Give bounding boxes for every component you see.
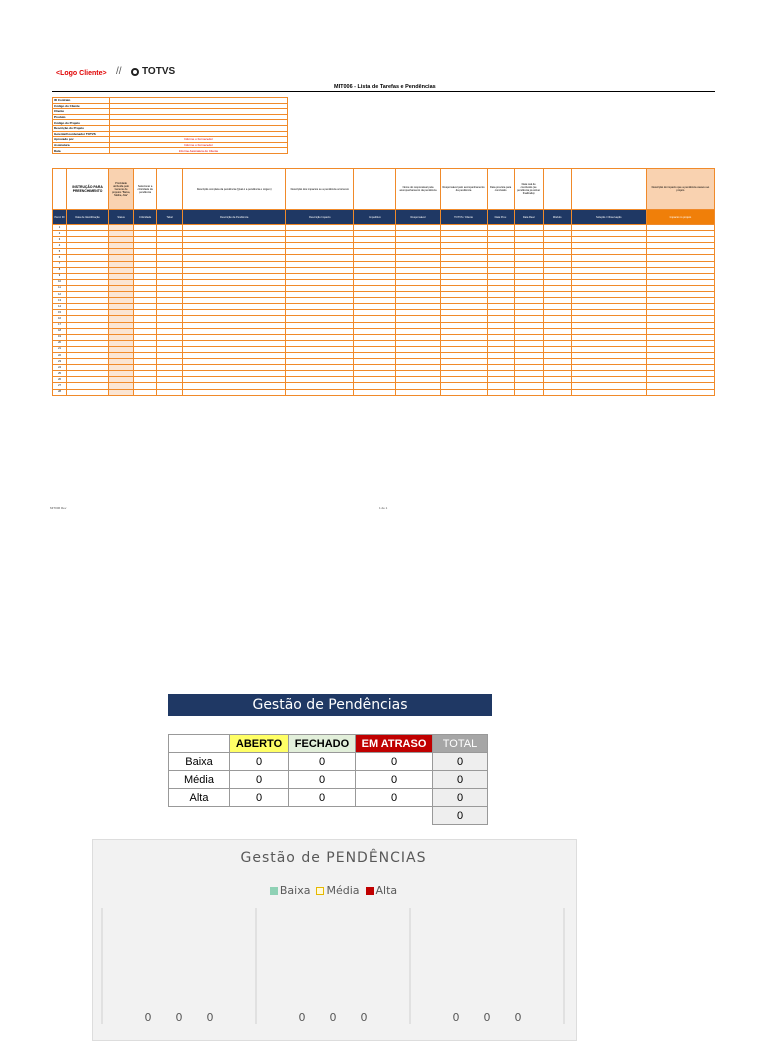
summary-blank: [169, 807, 230, 825]
footer-left: MIT006 Rev: [50, 506, 67, 510]
column-header: Impeditivo: [354, 210, 396, 225]
summary-column-header: ABERTO: [230, 735, 289, 753]
row-id: 19: [53, 334, 67, 340]
chart-data-label: 0: [298, 1011, 306, 1024]
summary-table: [168, 734, 488, 825]
row-id: 4: [53, 243, 67, 249]
chart-title: Gestão de PENDÊNCIAS: [240, 850, 427, 866]
summary-cell: 0: [433, 771, 488, 789]
chart-plot: [92, 900, 575, 1024]
summary-blank: [230, 807, 289, 825]
instruction-cell: Descrição dos impactos se a pendência ocorrerem: [286, 169, 354, 210]
header-row: [53, 210, 715, 225]
instruction-cell: Data prevista para conclusão: [487, 169, 514, 210]
instruction-cell: Data real de conclusão (se pendência já estiver finalizada): [514, 169, 543, 210]
info-label: Cliente: [53, 109, 110, 115]
column-header: Data Real: [514, 210, 543, 225]
column-header: Descrição da Pendência: [183, 210, 286, 225]
row-id: 12: [53, 292, 67, 298]
chart-data-label: 0: [206, 1011, 214, 1024]
instruction-cell: Responsável pelo acompanhamento da pendência: [440, 169, 487, 210]
row-id: 5: [53, 249, 67, 255]
summary-title: Gestão de Pendências: [168, 694, 492, 716]
chart-legend: [92, 884, 575, 897]
chart-data-label: 0: [360, 1011, 368, 1024]
column-header: Data Prev.: [487, 210, 514, 225]
info-value[interactable]: Informe o Fornecedor: [110, 142, 288, 148]
instruction-cell: Prioridade atribuída pelo Gerente de projetos "Baixa, Média, Alta": [109, 169, 134, 210]
summary-blank: [289, 807, 356, 825]
row-id: 20: [53, 340, 67, 346]
column-header: Status: [109, 210, 134, 225]
totvs-logo: [131, 66, 175, 77]
summary-cell: 0: [230, 753, 289, 771]
table-cell[interactable]: [396, 389, 440, 395]
instruction-cell: [543, 169, 571, 210]
summary-row-label: Média: [169, 771, 230, 789]
info-label: Gerente/Coordenador TOTVS: [53, 131, 110, 137]
summary-column-header: TOTAL: [433, 735, 488, 753]
row-id: 17: [53, 322, 67, 328]
summary-cell: 0: [230, 771, 289, 789]
legend-item: [316, 884, 359, 897]
summary-total-row: [169, 807, 488, 825]
summary-cell: 0: [289, 771, 356, 789]
instruction-row: [53, 169, 715, 210]
row-id: 26: [53, 377, 67, 383]
row-id: 7: [53, 261, 67, 267]
totvs-mark-icon: //: [116, 66, 122, 77]
chart-data-label: 0: [452, 1011, 460, 1024]
info-value[interactable]: Informe o Fornecedor: [110, 137, 288, 143]
instruction-cell: Descrição completa da pendência (Qual é a pendência e origem): [183, 169, 286, 210]
instruction-cell: [571, 169, 646, 210]
summary-grand-total: 0: [433, 807, 488, 825]
row-id: 15: [53, 310, 67, 316]
summary-column-header: FECHADO: [289, 735, 356, 753]
legend-swatch-icon: [316, 887, 324, 895]
row-id: 6: [53, 255, 67, 261]
table-cell[interactable]: [487, 389, 514, 395]
table-cell[interactable]: [286, 389, 354, 395]
info-label: Data: [53, 148, 110, 154]
row-id: 22: [53, 352, 67, 358]
info-value[interactable]: Informe Assinatura do Cliente: [110, 148, 288, 154]
instruction-cell: Selecionar a criticidade da pendência: [134, 169, 157, 210]
info-label: Descrição do Projeto: [53, 125, 110, 131]
column-header: TOTVS / Cliente: [440, 210, 487, 225]
instruction-cell: Nome do responsável pela acompanhamento da pendência: [396, 169, 440, 210]
row-id: 23: [53, 359, 67, 365]
summary-row: [169, 753, 488, 771]
chart-data-label: 0: [144, 1011, 152, 1024]
column-header: Tabel: [157, 210, 183, 225]
summary-row: [169, 789, 488, 807]
column-header: Data de Identificação: [67, 210, 109, 225]
column-header: Descrição Impacto: [286, 210, 354, 225]
chart-data-label: 0: [175, 1011, 183, 1024]
row-id: 1: [53, 225, 67, 231]
column-header: Impacto no projeto: [646, 210, 714, 225]
table-cell[interactable]: [67, 389, 109, 395]
summary-cell: 0: [433, 789, 488, 807]
row-id: 21: [53, 346, 67, 352]
instruction-cell: Descrição do impacto que a pendência causou ao projeto: [646, 169, 714, 210]
summary-cell: 0: [356, 753, 433, 771]
row-id: 10: [53, 279, 67, 285]
footer-page: 1 de 1: [379, 506, 388, 510]
column-header: Responsável: [396, 210, 440, 225]
info-row: [53, 148, 288, 154]
row-id: 14: [53, 304, 67, 310]
document-title: MIT006 - Lista de Tarefas e Pendências: [334, 84, 436, 90]
table-cell[interactable]: [440, 389, 487, 395]
summary-cell: 0: [289, 789, 356, 807]
title-rule: [52, 91, 715, 92]
instruction-cell: [157, 169, 183, 210]
table-cell[interactable]: [571, 389, 646, 395]
legend-swatch-icon: [366, 887, 374, 895]
legend-item: [366, 884, 398, 897]
project-info-grid: [52, 97, 288, 154]
legend-label: Alta: [375, 884, 398, 897]
info-label: Aprovado por: [53, 137, 110, 143]
instruction-cell: [53, 169, 67, 210]
row-id: 27: [53, 383, 67, 389]
info-label: Assinatura: [53, 142, 110, 148]
instruction-cell: INSTRUÇÃO PARA PREENCHIMENTO: [67, 169, 109, 210]
row-id: 11: [53, 285, 67, 291]
row-id: 9: [53, 273, 67, 279]
chart-data-label: 0: [483, 1011, 491, 1024]
summary-cell: 0: [433, 753, 488, 771]
summary-row: [169, 771, 488, 789]
summary-cell: 0: [356, 771, 433, 789]
column-header: Módulo: [543, 210, 571, 225]
row-id: 3: [53, 237, 67, 243]
table-cell[interactable]: [134, 389, 157, 395]
legend-swatch-icon: [270, 887, 278, 895]
summary-cell: 0: [230, 789, 289, 807]
table-cell[interactable]: [543, 389, 571, 395]
chart-data-label: 0: [329, 1011, 337, 1024]
row-id: 24: [53, 365, 67, 371]
table-cell[interactable]: [183, 389, 286, 395]
row-id: 13: [53, 298, 67, 304]
table-cell[interactable]: [354, 389, 396, 395]
column-header: Solução / Observação: [571, 210, 646, 225]
info-label: Código do Cliente: [53, 103, 110, 109]
column-header: Pend. ID: [53, 210, 67, 225]
table-cell[interactable]: [646, 389, 714, 395]
instruction-cell: [354, 169, 396, 210]
table-cell[interactable]: [514, 389, 543, 395]
summary-column-header: EM ATRASO: [356, 735, 433, 753]
column-header: Criticidade: [134, 210, 157, 225]
pendency-table: [52, 168, 715, 396]
logo-cliente: <Logo Cliente>: [56, 70, 107, 77]
row-id: 8: [53, 267, 67, 273]
table-cell[interactable]: [109, 389, 134, 395]
info-label: Código do Projeto: [53, 120, 110, 126]
summary-header-row: [169, 735, 488, 753]
info-label: ID Contrato: [53, 98, 110, 104]
info-label: Produto: [53, 114, 110, 120]
summary-row-label: Baixa: [169, 753, 230, 771]
table-row: [53, 389, 715, 395]
summary-cell: 0: [289, 753, 356, 771]
table-cell[interactable]: [157, 389, 183, 395]
totvs-logo-text: TOTVS: [142, 66, 176, 77]
summary-blank: [356, 807, 433, 825]
legend-item: [270, 884, 311, 897]
row-id: 18: [53, 328, 67, 334]
row-id: 28: [53, 389, 67, 395]
summary-corner: [169, 735, 230, 753]
summary-row-label: Alta: [169, 789, 230, 807]
row-id: 16: [53, 316, 67, 322]
row-id: 2: [53, 231, 67, 237]
legend-label: Média: [326, 884, 360, 897]
chart-data-label: 0: [514, 1011, 522, 1024]
legend-label: Baixa: [279, 884, 311, 897]
summary-cell: 0: [356, 789, 433, 807]
totvs-ring-icon: [131, 68, 139, 76]
row-id: 25: [53, 371, 67, 377]
